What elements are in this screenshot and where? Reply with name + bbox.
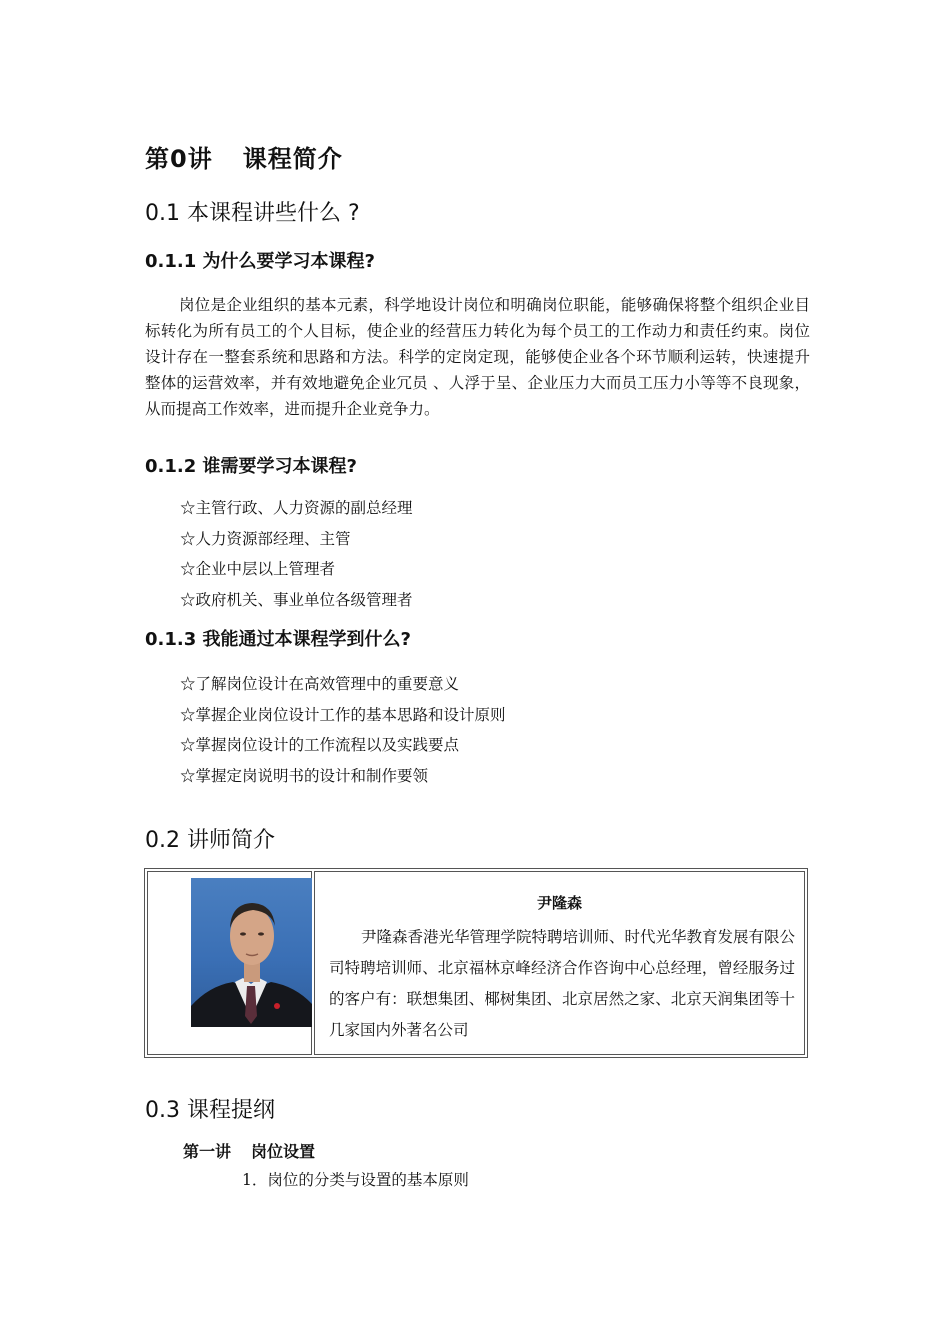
subsection-heading-0-1-3: 0.1.3 我能通过本课程学到什么? bbox=[145, 629, 411, 650]
list-item: ☆了解岗位设计在高效管理中的重要意义 bbox=[180, 675, 460, 693]
lecture-title-text: 课程简介 bbox=[242, 145, 343, 173]
list-item: ☆主管行政、人力资源的副总经理 bbox=[180, 499, 413, 517]
section-heading-0-1: 0.1 本课程讲些什么 ? bbox=[145, 201, 360, 226]
instructor-name: 尹隆森 bbox=[536, 894, 582, 912]
list-item: ☆企业中层以上管理者 bbox=[180, 560, 336, 578]
list-item: ☆掌握定岗说明书的设计和制作要领 bbox=[180, 766, 429, 785]
lecture-title bbox=[145, 139, 343, 174]
instructor-bio: 尹隆森香港光华管理学院特聘培训师、时代光华教育发展有限公司特聘培训师、北京福林京峰经济合作咨询中心总经理，曾经服务过的客户有：联想集团、椰树集团、北京居然之家、北京天润集团等十几家国内外著名公司 bbox=[329, 928, 796, 1039]
outline-item: 1．岗位的分类与设置的基本原则 bbox=[242, 1171, 469, 1189]
instructor-photo-cell bbox=[147, 871, 312, 1055]
instructor-bio-cell bbox=[314, 871, 805, 1055]
outline-lecture-heading bbox=[183, 1139, 315, 1162]
list-item: ☆人力资源部经理、主管 bbox=[180, 529, 351, 548]
section-heading-0-3: 0.3 课程提纲 bbox=[145, 1098, 275, 1123]
list-item: ☆掌握岗位设计的工作流程以及实践要点 bbox=[180, 736, 460, 754]
outline-lecture-title: 岗位设置 bbox=[251, 1142, 316, 1161]
instructor-table bbox=[144, 868, 808, 1058]
outline-lecture-number: 第一讲 bbox=[183, 1142, 232, 1161]
subsection-heading-0-1-2: 0.1.2 谁需要学习本课程? bbox=[145, 456, 357, 477]
outcomes-list bbox=[180, 669, 506, 791]
list-item: ☆政府机关、事业单位各级管理者 bbox=[180, 590, 413, 609]
lecture-number: 第0讲 bbox=[145, 145, 213, 173]
section-heading-0-2: 0.2 讲师简介 bbox=[145, 828, 275, 853]
subsection-paragraph: 岗位是企业组织的基本元素，科学地设计岗位和明确岗位职能，能够确保将整个组织企业目标转化为所有员工的个人目标，使企业的经营压力转化为每个员工的工作动力和责任约束。岗位设计存在一整套系统和思路和方法。科学的定岗定现，能够使企业各个环节顺利运转，快速提升整体的运营效率，并有效地避免企业冗员 、人浮于呈、企业压力大而员工压力小等等不良现象，从而提高工作效率，进而提升企业竞争力。 bbox=[145, 296, 810, 418]
audience-list bbox=[180, 493, 413, 615]
subsection-heading-0-1-1: 0.1.1 为什么要学习本课程? bbox=[145, 251, 375, 272]
instructor-photo bbox=[191, 878, 312, 1027]
list-item: ☆掌握企业岗位设计工作的基本思路和设计原则 bbox=[180, 705, 506, 724]
